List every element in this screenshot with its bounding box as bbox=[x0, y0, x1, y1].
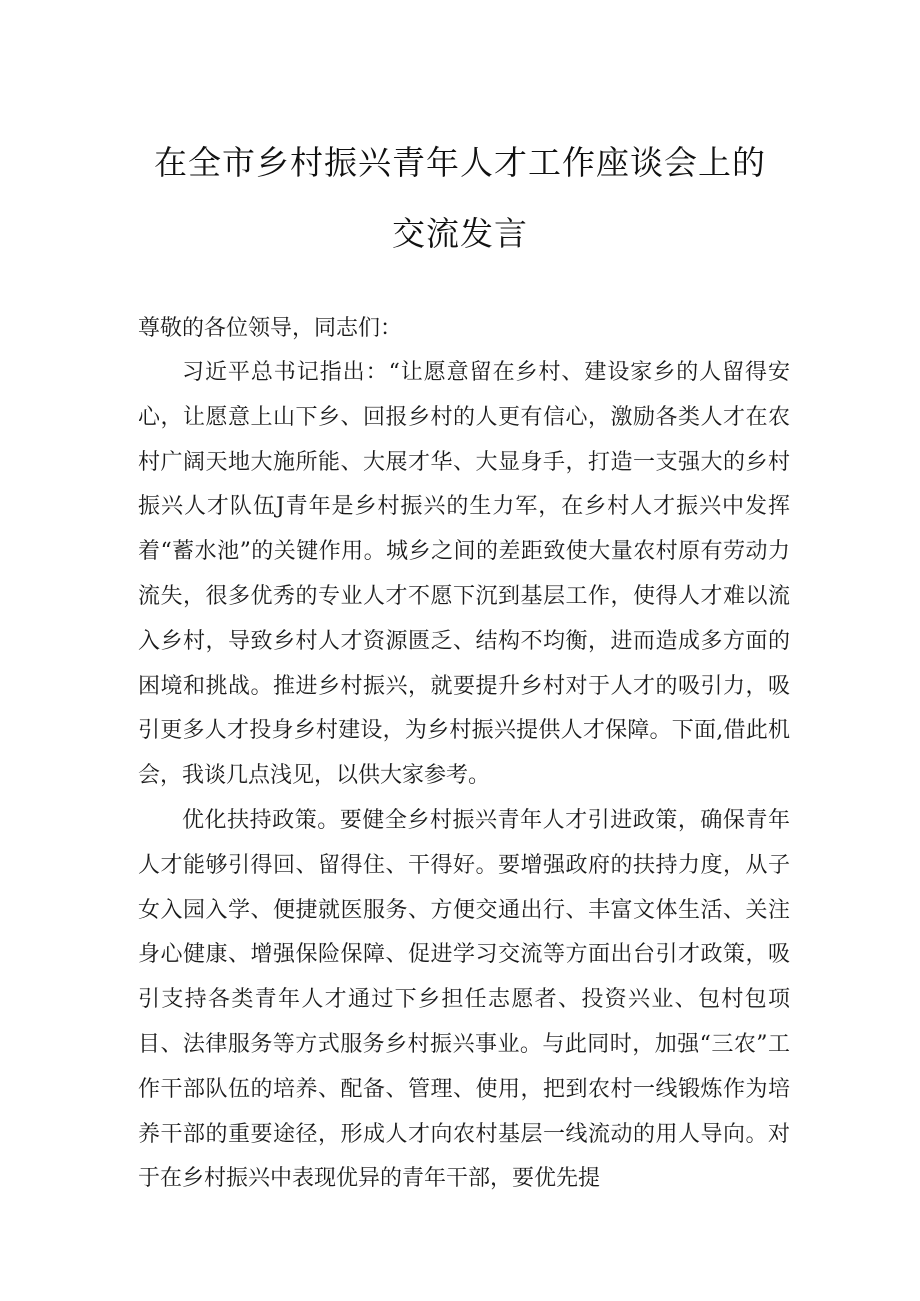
body-paragraph-2: 优化扶持政策。要健全乡村振兴青年人才引进政策，确保青年人才能够引得回、留得住、干得好。要增强政府的扶持力度，从子女入园入学、便捷就医服务、方便交通出行、丰富文体生活、关注身心健康、增强保险保障、促进学习交流等方面出台引才政策，吸引支持各类青年人才通过下乡担任志愿者、投资兴业、包村包项目、法律服务等方式服务乡村振兴事业。与此同时，加强“三农”工作干部队伍的培养、配备、管理、使用，把到农村一线锻炼作为培养干部的重要途径，形成人才向农村基层一线流动的用人导向。对于在乡村振兴中表现优异的青年干部，要优先提 bbox=[138, 808, 790, 1192]
document-title-line-1: 在全市乡村振兴青年人才工作座谈会上的 bbox=[154, 143, 766, 182]
document-title-line-2: 交流发言 bbox=[392, 214, 528, 253]
body-paragraph-1: 习近平总书记指出：“让愿意留在乡村、建设家乡的人留得安心，让愿意上山下乡、回报乡村的人更有信心，激励各类人才在农村广阔天地大施所能、大展才华、大显身手，打造一支强大的乡村振兴人才队伍J青年是乡村振兴的生力军，在乡村人才振兴中发挥着“蓄水池”的关键作用。城乡之间的差距致使大量农村原有劳动力流失，很多优秀的专业人才不愿下沉到基层工作，使得人才难以流入乡村，导致乡村人才资源匮乏、结构不均衡，进而造成多方面的困境和挑战。推进乡村振兴，就要提升乡村对于人才的吸引力，吸引更多人才投身乡村建设，为乡村振兴提供人才保障。下面,借此机会，我谈几点浅见，以供大家参考。 bbox=[138, 360, 790, 789]
salutation: 尊敬的各位领导，同志们： bbox=[138, 316, 403, 341]
